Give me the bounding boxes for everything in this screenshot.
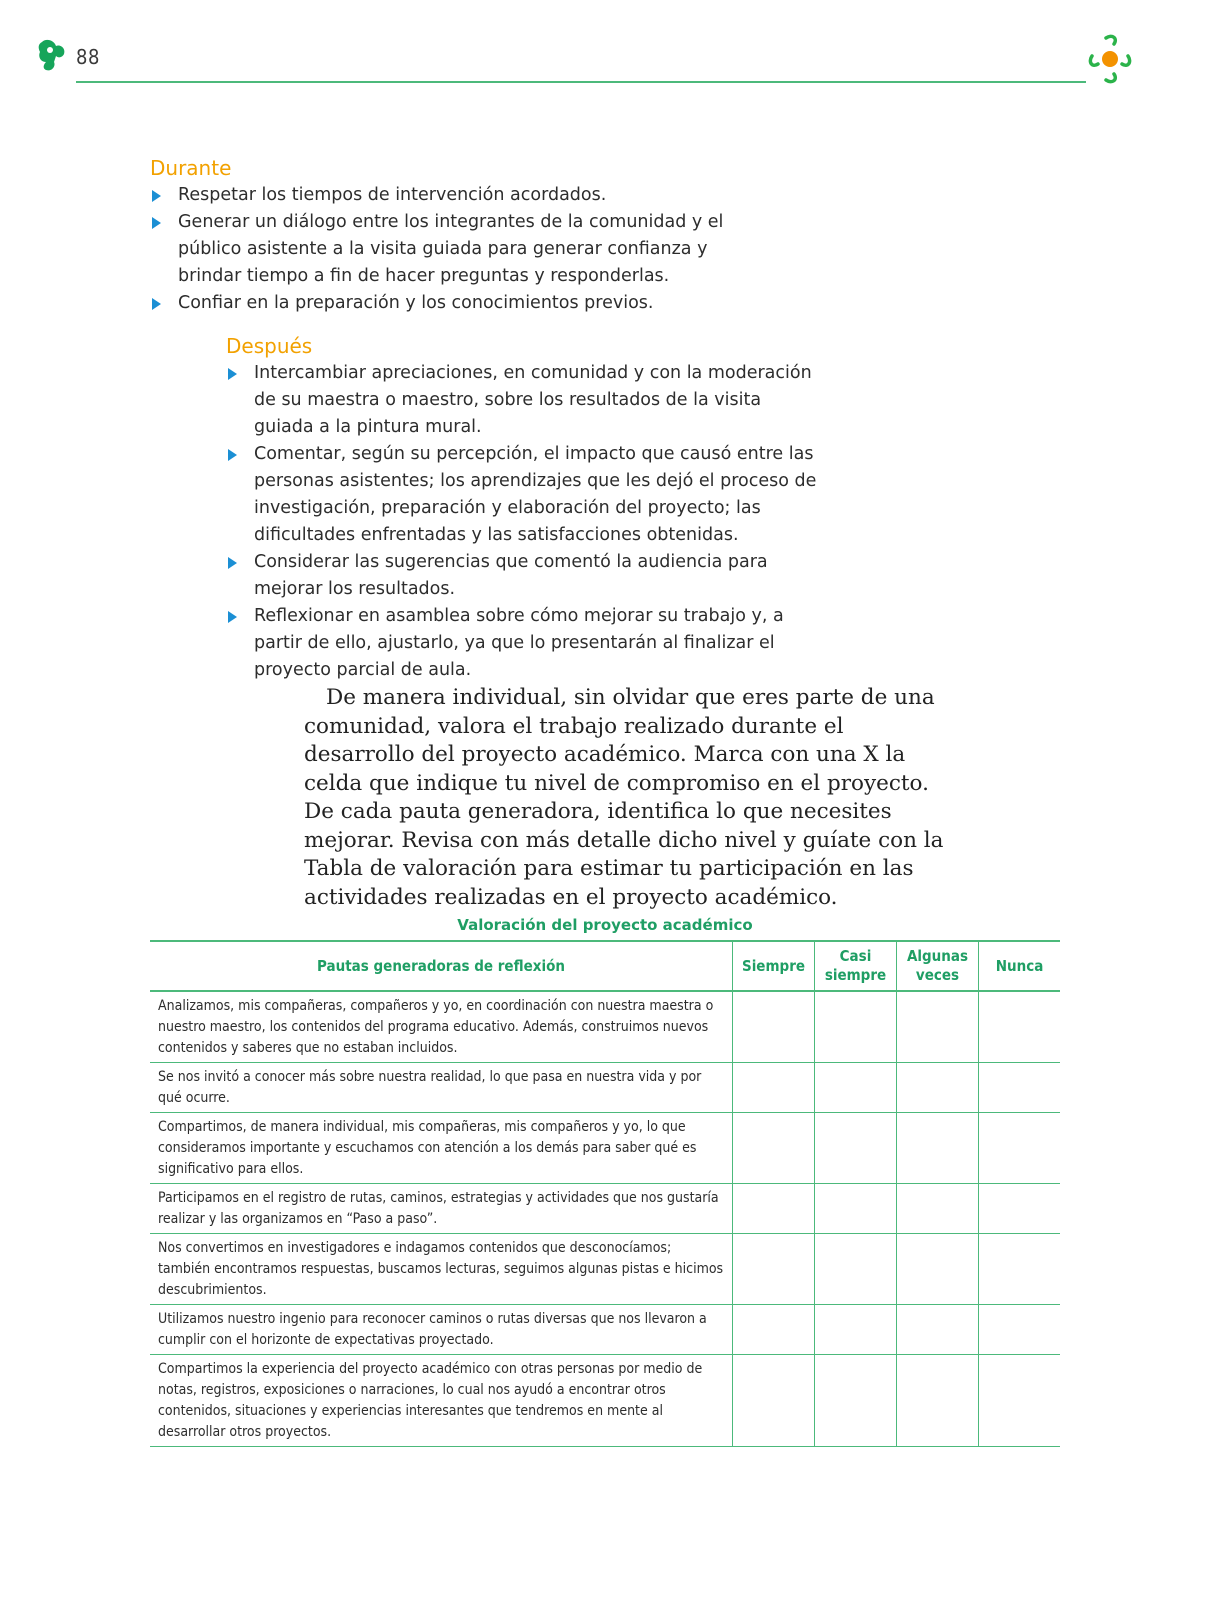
- algunas-veces-cell[interactable]: [897, 1305, 979, 1355]
- nunca-cell[interactable]: [979, 1113, 1061, 1184]
- list-item: Comentar, según su percepción, el impacto que causó entre las personas asistentes; los aprendizajes que les dejó el proceso de investigación, preparación y elaboración del proyecto; las dificultades enfrentadas y las satisfacciones obtenidas.: [226, 441, 826, 549]
- bullet-triangle-icon: [228, 449, 237, 461]
- list-item: Confiar en la preparación y los conocimientos previos.: [150, 290, 750, 317]
- casi-siempre-cell[interactable]: [815, 1063, 897, 1113]
- pauta-cell: Compartimos la experiencia del proyecto académico con otras personas por medio de notas, registros, exposiciones o narraciones, lo cual nos ayudó a encontrar otros contenidos, situaciones y experiencias interesantes que tendremos en mente al desarrollar otros proyectos.: [150, 1355, 733, 1447]
- page-header: [0, 0, 1214, 100]
- nunca-cell[interactable]: [979, 1184, 1061, 1234]
- table-title: Valoración del proyecto académico: [457, 916, 753, 934]
- nunca-cell[interactable]: [979, 1234, 1061, 1305]
- table-row: [150, 1184, 1060, 1234]
- pauta-cell: Analizamos, mis compañeras, compañeros y yo, en coordinación con nuestra maestra o nuestro maestro, los contenidos del programa educativo. Además, construimos nuevos contenidos y saberes que no estaban incluidos.: [150, 991, 733, 1063]
- orange-dot-green-swirl-logo-icon: [1088, 34, 1132, 84]
- table-row: [150, 1063, 1060, 1113]
- page-number: 88: [76, 45, 100, 69]
- column-header-algunas-veces: Algunas veces: [897, 941, 979, 991]
- nunca-cell[interactable]: [979, 1063, 1061, 1113]
- nunca-cell[interactable]: [979, 991, 1061, 1063]
- despues-list: [226, 360, 826, 684]
- list-item: Reflexionar en asamblea sobre cómo mejorar su trabajo y, a partir de ello, ajustarlo, ya que lo presentarán al finalizar el proyecto parcial de aula.: [226, 603, 826, 684]
- bullet-triangle-icon: [228, 611, 237, 623]
- pauta-cell: Compartimos, de manera individual, mis compañeras, mis compañeros y yo, lo que consideramos importante y escuchamos con atención a los demás para saber qué es significativo para ellos.: [150, 1113, 733, 1184]
- list-item: Generar un diálogo entre los integrantes de la comunidad y el público asistente a la visita guiada para generar confianza y brindar tiempo a fin de hacer preguntas y responderlas.: [150, 209, 750, 290]
- siempre-cell[interactable]: [733, 1113, 815, 1184]
- list-item: Considerar las sugerencias que comentó la audiencia para mejorar los resultados.: [226, 549, 826, 603]
- table-header-row: [150, 941, 1060, 991]
- column-header-pautas: Pautas generadoras de reflexión: [150, 941, 733, 991]
- despues-title: Después: [226, 334, 313, 358]
- bullet-triangle-icon: [228, 557, 237, 569]
- siempre-cell[interactable]: [733, 1234, 815, 1305]
- siempre-cell[interactable]: [733, 991, 815, 1063]
- pauta-cell: Se nos invitó a conocer más sobre nuestra realidad, lo que pasa en nuestra vida y por qué ocurre.: [150, 1063, 733, 1113]
- valuation-table: [150, 940, 1060, 1447]
- bullet-triangle-icon: [152, 298, 161, 310]
- nunca-cell[interactable]: [979, 1305, 1061, 1355]
- bullet-triangle-icon: [152, 217, 161, 229]
- column-header-casi-siempre: Casi siempre: [815, 941, 897, 991]
- list-item: Respetar los tiempos de intervención acordados.: [150, 182, 750, 209]
- pauta-cell: Nos convertimos en investigadores e indagamos contenidos que desconocíamos; también encontramos respuestas, buscamos lecturas, seguimos algunas pistas e hicimos descubrimientos.: [150, 1234, 733, 1305]
- pauta-cell: Utilizamos nuestro ingenio para reconocer caminos o rutas diversas que nos llevaron a cumplir con el horizonte de expectativas proyectado.: [150, 1305, 733, 1355]
- table-row: [150, 1113, 1060, 1184]
- algunas-veces-cell[interactable]: [897, 1113, 979, 1184]
- algunas-veces-cell[interactable]: [897, 1234, 979, 1305]
- instruction-paragraph: De manera individual, sin olvidar que eres parte de una comunidad, valora el trabajo realizado durante el desarrollo del proyecto académico. Marca con una X la celda que indique tu nivel de compromiso en el proyecto. De cada pauta generadora, identifica lo que necesites mejorar. Revisa con más detalle dicho nivel y guíate con la Tabla de valoración para estimar tu participación en las actividades realizadas en el proyecto académico.: [304, 685, 944, 910]
- casi-siempre-cell[interactable]: [815, 991, 897, 1063]
- algunas-veces-cell[interactable]: [897, 991, 979, 1063]
- column-header-siempre: Siempre: [733, 941, 815, 991]
- casi-siempre-cell[interactable]: [815, 1305, 897, 1355]
- header-rule: [76, 81, 1086, 83]
- algunas-veces-cell[interactable]: [897, 1063, 979, 1113]
- algunas-veces-cell[interactable]: [897, 1355, 979, 1447]
- table-row: [150, 991, 1060, 1063]
- column-header-nunca: Nunca: [979, 941, 1061, 991]
- siempre-cell[interactable]: [733, 1355, 815, 1447]
- durante-list: [150, 182, 750, 317]
- siempre-cell[interactable]: [733, 1184, 815, 1234]
- casi-siempre-cell[interactable]: [815, 1184, 897, 1234]
- durante-title: Durante: [150, 156, 232, 180]
- table-row: [150, 1234, 1060, 1305]
- nunca-cell[interactable]: [979, 1355, 1061, 1447]
- table-row: [150, 1355, 1060, 1447]
- pauta-cell: Participamos en el registro de rutas, caminos, estrategias y actividades que nos gustaría realizar y las organizamos en “Paso a paso”.: [150, 1184, 733, 1234]
- bullet-triangle-icon: [152, 190, 161, 202]
- list-item: Intercambiar apreciaciones, en comunidad y con la moderación de su maestra o maestro, sobre los resultados de la visita guiada a la pintura mural.: [226, 360, 826, 441]
- algunas-veces-cell[interactable]: [897, 1184, 979, 1234]
- bullet-triangle-icon: [228, 368, 237, 380]
- green-hands-figure-logo-icon: [36, 38, 68, 74]
- casi-siempre-cell[interactable]: [815, 1234, 897, 1305]
- table-row: [150, 1305, 1060, 1355]
- casi-siempre-cell[interactable]: [815, 1355, 897, 1447]
- casi-siempre-cell[interactable]: [815, 1113, 897, 1184]
- siempre-cell[interactable]: [733, 1063, 815, 1113]
- siempre-cell[interactable]: [733, 1305, 815, 1355]
